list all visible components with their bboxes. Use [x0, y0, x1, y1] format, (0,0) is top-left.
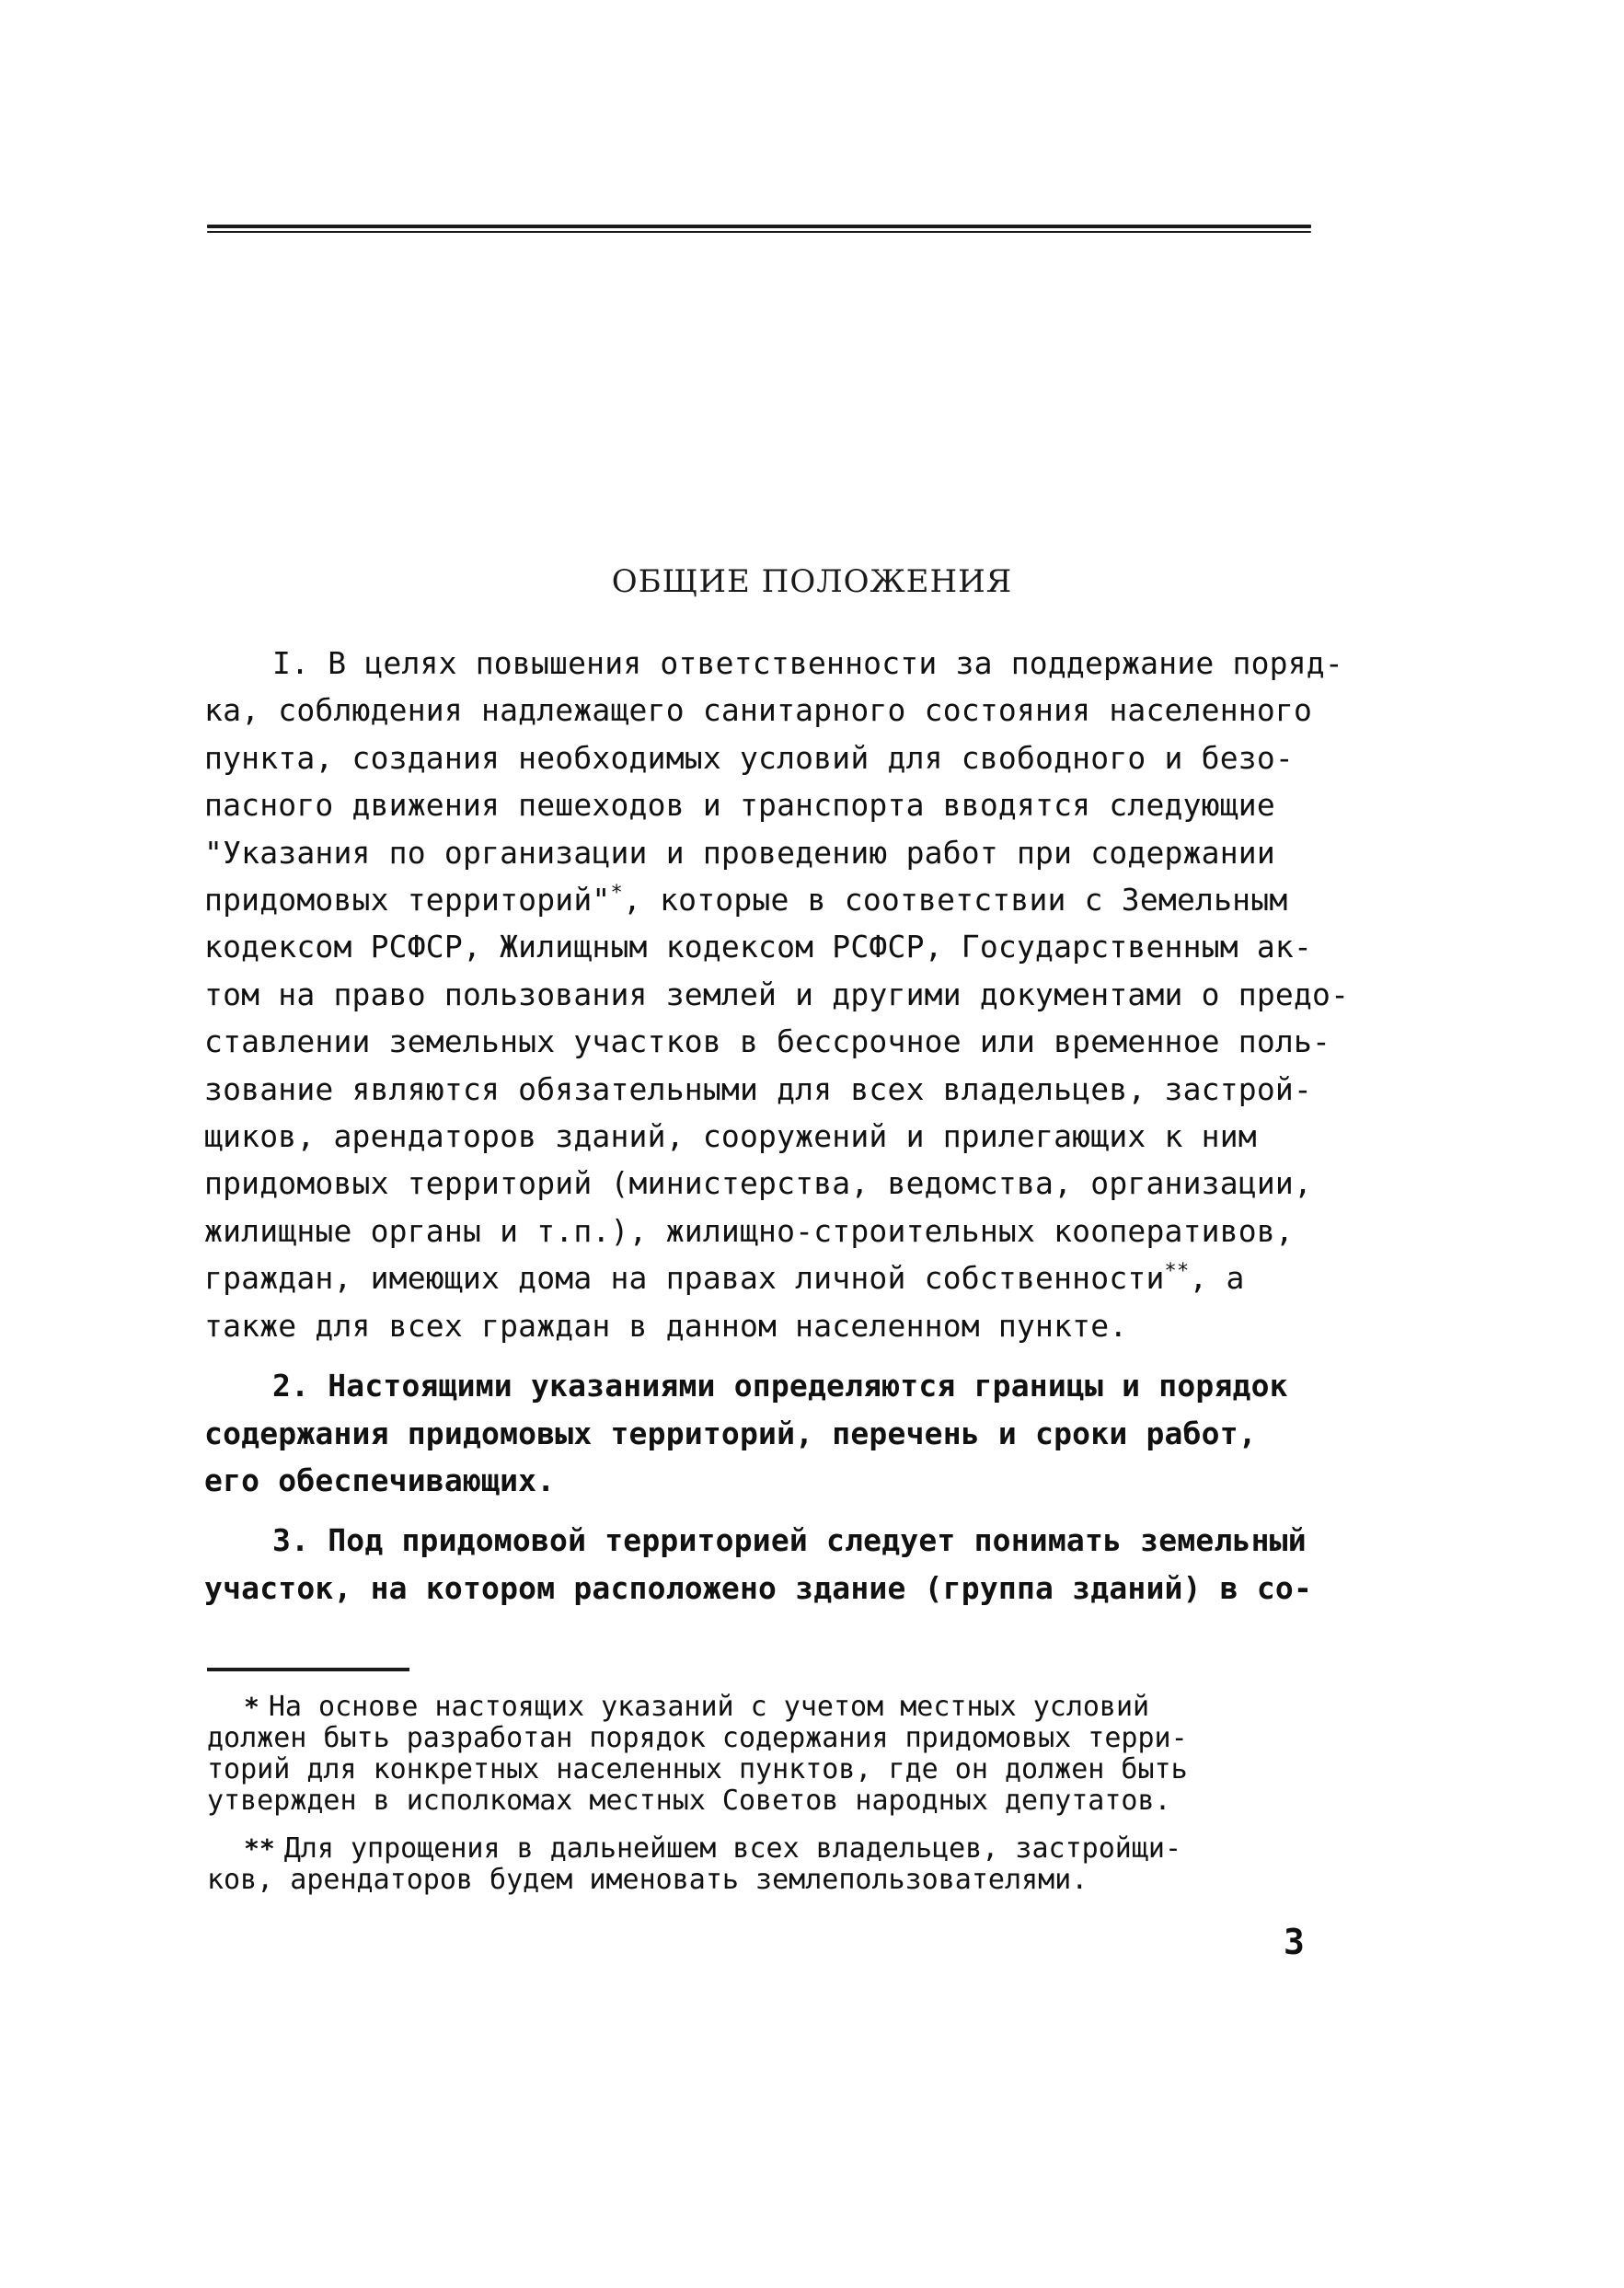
footnote-1: [207, 1692, 1412, 1817]
paragraph-line: пасного движения пешеходов и транспорта вводятся следующие: [204, 787, 1275, 824]
footnote-ref-2: **: [1164, 1260, 1190, 1284]
paragraph-line: "Указания по организации и проведению работ при содержании: [204, 834, 1275, 871]
paragraph-line: придомовых территорий (министерства, ведомства, организации,: [204, 1165, 1313, 1202]
paragraph-line: ка, соблюдения надлежащего санитарного состояния населенного: [204, 692, 1313, 729]
paragraph-line: [204, 1254, 1410, 1301]
footnote-line: утвержден в исполкомах местных Советов народных депутатов.: [207, 1785, 1171, 1817]
paragraph-line-tail: , а: [1189, 1260, 1245, 1297]
footnote-2: [207, 1833, 1412, 1896]
paragraph-line: щиков, арендаторов зданий, сооружений и прилегающих к ним: [204, 1118, 1257, 1155]
page-number: 3: [1284, 1922, 1305, 1962]
paragraph-3: [204, 1517, 1410, 1612]
footnote-line: должен быть разработан порядок содержания придомовых терри-: [207, 1722, 1188, 1754]
paragraph-line: жилищные органы и т.п.), жилищно-строительных кооперативов,: [204, 1212, 1294, 1249]
top-double-rule: [207, 225, 1311, 236]
paragraph-line: участок, на котором расположено здание (группа зданий) в со-: [204, 1569, 1313, 1606]
paragraph-line-text: граждан, имеющих дома на правах личной собственности: [204, 1260, 1165, 1297]
footnote-line: [207, 1833, 1412, 1865]
paragraph-1: [204, 640, 1410, 1349]
footnote-separator: [207, 1668, 409, 1671]
footnote-line: [207, 1692, 1412, 1723]
paragraph-line: ставлении земельных участков в бессрочное или временное поль-: [204, 1023, 1331, 1060]
paragraph-line: кодексом РСФСР, Жилищным кодексом РСФСР, Государственным ак-: [204, 929, 1313, 965]
paragraph-line: зование являются обязательными для всех владельцев, застрой-: [204, 1070, 1313, 1107]
paragraph-line: пункта, создания необходимых условий для свободного и безо-: [204, 739, 1294, 776]
footnote-ref-1: *: [610, 882, 623, 906]
footnote-mark: **: [244, 1833, 275, 1864]
footnote-line: ков, арендаторов будем именовать землепользователями.: [207, 1864, 1088, 1896]
paragraph-line: 3. Под придомовой территорией следует понимать земельный: [272, 1522, 1307, 1559]
body-text: [204, 640, 1410, 1624]
paragraph-line-text: придомовых территорий": [204, 882, 611, 919]
footnotes: [207, 1692, 1412, 1912]
paragraph-line: его обеспечивающих.: [204, 1462, 556, 1498]
top-rule-line-2: [207, 231, 1311, 233]
paragraph-line-tail: , которые в соответствии с Земельным: [622, 882, 1288, 919]
paragraph-line: том на право пользования землей и другими документами о предо-: [204, 976, 1350, 1012]
paragraph-line: I. В целях повышения ответственности за поддержание поряд-: [272, 645, 1343, 681]
section-heading: ОБЩИЕ ПОЛОЖЕНИЯ: [611, 563, 1013, 600]
paragraph-line: [204, 876, 1410, 923]
footnote-mark: *: [244, 1692, 259, 1722]
paragraph-line: содержания придомовых территорий, перечень и сроки работ,: [204, 1415, 1257, 1451]
top-rule-line-1: [207, 225, 1311, 228]
footnote-line: торий для конкретных населенных пунктов, где он должен быть: [207, 1753, 1188, 1785]
paragraph-2: [204, 1362, 1410, 1504]
footnote-line-text: Для упрощения в дальнейшем всех владельцев, застройщи-: [283, 1832, 1182, 1865]
paragraph-line: 2. Настоящими указаниями определяются границы и порядок: [272, 1368, 1288, 1404]
footnote-line-text: На основе настоящих указаний с учетом местных условий: [268, 1691, 1150, 1723]
paragraph-line: также для всех граждан в данном населенном пункте.: [204, 1307, 1128, 1344]
